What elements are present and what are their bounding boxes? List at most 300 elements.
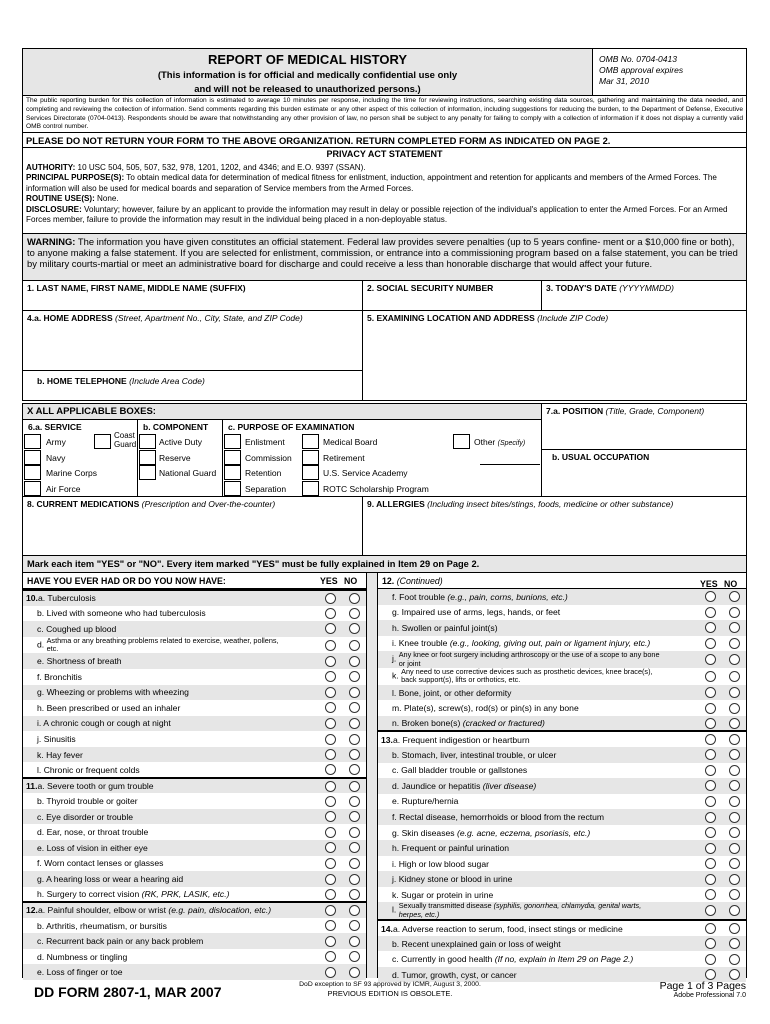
no-cell <box>346 824 366 840</box>
yes-radio[interactable] <box>705 622 716 633</box>
no-radio[interactable] <box>349 781 360 792</box>
no-cell <box>726 747 746 763</box>
no-cell <box>346 933 366 949</box>
question-text <box>378 685 702 701</box>
no-cell <box>726 589 746 605</box>
service-checkbox-0[interactable] <box>24 434 41 449</box>
question-label: Impaired use of arms, legs, hands, or feet <box>401 607 561 618</box>
return-notice: PLEASE DO NOT RETURN YOUR FORM TO THE ABOVE ORGANIZATION. RETURN COMPLETED FORM AS INDICATED ON PAGE 2. <box>22 132 747 148</box>
no-radio[interactable] <box>729 734 740 745</box>
question-letter: c. <box>37 623 44 634</box>
yes-radio[interactable] <box>705 954 716 965</box>
question-letter: e. <box>37 967 45 978</box>
column-divider <box>367 573 377 978</box>
no-radio[interactable] <box>729 718 740 729</box>
ssn-field[interactable]: 2. SOCIAL SECURITY NUMBER <box>362 280 542 311</box>
no-radio[interactable] <box>349 874 360 885</box>
question-row <box>23 840 366 856</box>
yes-radio[interactable] <box>325 858 336 869</box>
questions-right <box>377 572 747 978</box>
no-radio[interactable] <box>729 889 740 900</box>
question-letter: n. <box>392 718 400 729</box>
question-label: Ear, nose, or throat trouble <box>46 827 149 838</box>
question-row <box>23 621 366 637</box>
yes-radio[interactable] <box>705 780 716 791</box>
component-checkbox-2[interactable] <box>139 465 156 480</box>
question-wrap <box>46 936 203 946</box>
yes-radio[interactable] <box>705 827 716 838</box>
question-row <box>378 920 746 936</box>
no-radio[interactable] <box>349 811 360 822</box>
dod-exception: DoD exception to SF 93 approved by ICMR, August 3, 2000. <box>299 981 481 988</box>
no-cell <box>346 590 366 606</box>
yes-radio[interactable] <box>325 687 336 698</box>
examining-location-field[interactable] <box>362 310 747 401</box>
no-radio[interactable] <box>729 874 740 885</box>
position-hint: (Title, Grade, Component) <box>605 406 705 416</box>
routine-use <box>26 194 743 205</box>
position-field[interactable] <box>541 403 747 450</box>
no-radio[interactable] <box>349 905 360 916</box>
purpose2-checkbox-0[interactable] <box>302 434 319 449</box>
yes-radio[interactable] <box>325 811 336 822</box>
question-label: Any need to use corrective devices such as prosthetic devices, knee brace(s), back support(s), lifts or orthotics, etc. <box>401 668 653 685</box>
no-radio[interactable] <box>729 812 740 823</box>
no-radio[interactable] <box>349 796 360 807</box>
question-hint: (e.g. pain, dislocation, etc.) <box>168 905 272 916</box>
no-radio[interactable] <box>349 608 360 619</box>
phone-hint: (Include Area Code) <box>129 376 205 386</box>
yes-radio[interactable] <box>705 607 716 618</box>
allergies-field[interactable] <box>362 496 747 556</box>
yes-cell <box>322 621 346 637</box>
no-radio[interactable] <box>729 954 740 965</box>
service-checkbox-1[interactable] <box>24 450 41 465</box>
yes-radio[interactable] <box>325 827 336 838</box>
question-wrap <box>46 750 83 760</box>
question-letter: i. <box>37 718 42 729</box>
question-text <box>23 685 322 701</box>
yes-radio[interactable] <box>705 812 716 823</box>
question-letter: a. <box>37 593 46 604</box>
question-text <box>23 933 322 949</box>
question-label: A hearing loss or wear a hearing aid <box>46 873 184 884</box>
no-radio[interactable] <box>729 654 740 665</box>
service-checkbox-2[interactable] <box>24 465 41 480</box>
yes-radio[interactable] <box>705 671 716 682</box>
purpose1-checkbox-1[interactable] <box>224 450 241 465</box>
address-hint: (Street, Apartment No., City, State, and ZIP Code) <box>115 313 303 323</box>
authority <box>26 163 743 174</box>
coast-guard-label: Coast Guard <box>114 431 137 449</box>
yes-radio[interactable] <box>705 654 716 665</box>
questions-left <box>22 572 367 978</box>
yes-radio[interactable] <box>705 765 716 776</box>
no-radio[interactable] <box>729 827 740 838</box>
no-cell <box>726 636 746 652</box>
no-radio[interactable] <box>349 671 360 682</box>
question-letter: f. <box>392 591 397 602</box>
question-wrap <box>47 967 123 977</box>
yes-radio[interactable] <box>705 796 716 807</box>
omb-expiry: Mar 31, 2010 <box>599 76 650 86</box>
purpose1-checkbox-2[interactable] <box>224 465 241 480</box>
question-row <box>378 636 746 652</box>
question-wrap <box>46 624 116 634</box>
component-checkbox-1[interactable] <box>139 450 156 465</box>
no-cell <box>346 887 366 903</box>
question-label: Plate(s), screw(s), rod(s) or pin(s) in any bone <box>403 703 579 714</box>
form-header <box>22 48 593 96</box>
question-text <box>23 762 322 778</box>
no-radio[interactable] <box>349 702 360 713</box>
yes-radio[interactable] <box>325 920 336 931</box>
yes-cell <box>702 731 726 747</box>
no-radio[interactable] <box>349 827 360 838</box>
no-radio[interactable] <box>729 780 740 791</box>
yes-radio[interactable] <box>705 969 716 980</box>
yes-cell <box>702 700 726 716</box>
obsolete-notice: PREVIOUS EDITION IS OBSOLETE. <box>327 989 453 998</box>
no-radio[interactable] <box>349 734 360 745</box>
question-text <box>378 668 702 685</box>
purpose2-checkbox-2[interactable] <box>302 465 319 480</box>
question-row <box>23 793 366 809</box>
no-cell <box>726 871 746 887</box>
no-radio[interactable] <box>729 938 740 949</box>
no-radio[interactable] <box>729 622 740 633</box>
question-row <box>378 668 746 685</box>
footer-right <box>660 980 746 999</box>
no-radio[interactable] <box>729 749 740 760</box>
question-label: Coughed up blood <box>46 623 117 634</box>
no-cell <box>346 747 366 763</box>
yes-cell <box>702 920 726 936</box>
question-text <box>378 794 702 810</box>
question-wrap <box>46 921 167 931</box>
yes-header: YES <box>320 575 338 586</box>
yes-cell <box>702 902 726 920</box>
no-radio[interactable] <box>349 858 360 869</box>
question-wrap <box>47 952 128 962</box>
no-radio[interactable] <box>349 640 360 651</box>
coast-guard-checkbox[interactable] <box>94 434 111 449</box>
yes-radio[interactable] <box>325 905 336 916</box>
no-radio[interactable] <box>729 765 740 776</box>
question-hint: (syphilis, gonorrhea, chlamydia, genital warts, herpes, etc.) <box>398 902 642 919</box>
question-row <box>378 747 746 763</box>
no-radio[interactable] <box>729 671 740 682</box>
yes-radio[interactable] <box>325 623 336 634</box>
question-row <box>378 936 746 952</box>
yes-cell <box>322 902 346 918</box>
no-radio[interactable] <box>729 687 740 698</box>
question-row <box>23 590 366 606</box>
no-radio[interactable] <box>729 843 740 854</box>
question-letter: g. <box>392 607 400 618</box>
name-field[interactable]: 1. LAST NAME, FIRST NAME, MIDDLE NAME (SUFFIX) <box>22 280 363 311</box>
purpose2-checkbox-3[interactable] <box>302 481 319 496</box>
question-row <box>23 669 366 685</box>
yes-cell <box>322 637 346 654</box>
question-row <box>378 825 746 841</box>
home-telephone-field[interactable] <box>22 370 363 401</box>
component-label: b. COMPONENT <box>143 422 209 432</box>
yes-radio[interactable] <box>325 734 336 745</box>
question-label: Frequent indigestion or heartburn <box>402 734 530 745</box>
question-text <box>378 825 702 841</box>
question-text <box>23 809 322 825</box>
question-label: Loss of finger or toe <box>46 967 123 978</box>
question-wrap <box>47 843 148 853</box>
no-radio[interactable] <box>349 656 360 667</box>
no-radio[interactable] <box>729 607 740 618</box>
other-checkbox[interactable] <box>453 434 470 449</box>
yes-radio[interactable] <box>325 796 336 807</box>
question-row <box>23 964 366 980</box>
no-radio[interactable] <box>729 638 740 649</box>
right-header-continued: (Continued) <box>396 575 443 586</box>
no-radio[interactable] <box>729 591 740 602</box>
no-cell <box>346 606 366 622</box>
question-row <box>23 762 366 778</box>
yes-radio[interactable] <box>705 749 716 760</box>
purpose-text: To obtain medical data for determination of medical fitness for enlistment, induction, appointment and retention for applicants and members of the Armed Forces. The information will also be used for medical boards and separation of Service members from the Armed Forces. <box>26 173 717 193</box>
question-row <box>23 902 366 918</box>
no-radio[interactable] <box>349 951 360 962</box>
yes-radio[interactable] <box>325 749 336 760</box>
question-letter: h. <box>392 843 400 854</box>
no-radio[interactable] <box>349 687 360 698</box>
yes-radio[interactable] <box>705 718 716 729</box>
question-text <box>378 936 702 952</box>
question-label: Numbness or tingling <box>46 951 128 962</box>
yes-radio[interactable] <box>325 951 336 962</box>
question-label: Kidney stone or blood in urine <box>398 874 513 885</box>
question-text <box>23 637 322 654</box>
question-text <box>23 700 322 716</box>
no-radio[interactable] <box>729 969 740 980</box>
purpose2-checkbox-1[interactable] <box>302 450 319 465</box>
yes-radio[interactable] <box>325 640 336 651</box>
question-label: Rectal disease, hemorrhoids or blood from the rectum <box>399 811 605 822</box>
no-cell <box>346 700 366 716</box>
question-wrap <box>401 970 516 980</box>
yes-radio[interactable] <box>705 889 716 900</box>
question-wrap <box>47 593 95 603</box>
meds-hint: (Prescription and Over-the-counter) <box>141 499 276 509</box>
yes-radio[interactable] <box>325 889 336 900</box>
yes-radio[interactable] <box>325 656 336 667</box>
question-text <box>378 887 702 903</box>
yes-radio[interactable] <box>705 843 716 854</box>
other-text: Other <box>474 437 498 447</box>
question-letter: l. <box>392 687 397 698</box>
question-row <box>23 747 366 763</box>
service-divider <box>137 419 138 497</box>
no-radio[interactable] <box>729 796 740 807</box>
omb-number: OMB No. 0704-0413 <box>599 54 677 64</box>
question-wrap <box>44 734 76 744</box>
no-cell <box>726 809 746 825</box>
no-radio[interactable] <box>349 967 360 978</box>
no-radio[interactable] <box>349 764 360 775</box>
yes-radio[interactable] <box>705 874 716 885</box>
question-number: 14. <box>381 923 393 934</box>
question-wrap <box>399 638 651 648</box>
phone-label: b. HOME TELEPHONE <box>37 376 130 386</box>
software-note: Adobe Professional 7.0 <box>673 992 746 999</box>
no-radio[interactable] <box>349 623 360 634</box>
no-radio[interactable] <box>729 923 740 934</box>
question-letter: d. <box>37 827 45 838</box>
left-questions-header: HAVE YOU EVER HAD OR DO YOU NOW HAVE: <box>27 575 226 586</box>
yes-radio[interactable] <box>705 687 716 698</box>
yes-cell <box>702 651 726 668</box>
yes-radio[interactable] <box>325 608 336 619</box>
question-letter: h. <box>37 702 45 713</box>
component-divider <box>222 419 223 497</box>
yes-radio[interactable] <box>705 591 716 602</box>
no-cell <box>726 668 746 685</box>
yes-radio[interactable] <box>325 874 336 885</box>
no-cell <box>726 856 746 872</box>
other-specify-line[interactable] <box>480 464 540 465</box>
question-row <box>23 731 366 747</box>
no-radio[interactable] <box>349 718 360 729</box>
question-label: Recent unexplained gain or loss of weight <box>401 938 561 949</box>
question-label: Severe tooth or gum trouble <box>47 781 154 792</box>
no-radio[interactable] <box>729 905 740 916</box>
question-letter: f. <box>37 671 42 682</box>
medications-field[interactable] <box>22 496 363 556</box>
yes-radio[interactable] <box>325 671 336 682</box>
question-wrap <box>44 765 140 775</box>
question-label: Sexually transmitted disease <box>398 902 494 911</box>
question-letter: e. <box>37 656 45 667</box>
yes-cell <box>702 605 726 621</box>
question-hint: (e.g. acne, eczema, psoriasis, etc.) <box>456 827 591 838</box>
yes-radio[interactable] <box>705 703 716 714</box>
question-text <box>23 871 322 887</box>
yes-radio[interactable] <box>325 702 336 713</box>
question-row <box>23 918 366 934</box>
question-text <box>378 589 702 605</box>
question-label: Any knee or foot surgery including arthroscopy or the use of a scope to any bone or joint <box>398 651 660 668</box>
yes-radio[interactable] <box>325 967 336 978</box>
allergies-hint: (Including insect bites/stings, foods, medicine or other substance) <box>427 499 674 509</box>
question-label: Sinusitis <box>43 733 76 744</box>
yes-radio[interactable] <box>325 764 336 775</box>
question-text <box>378 605 702 621</box>
disclosure <box>26 205 743 226</box>
question-hint: (e.g., looking, giving out, pain or ligament injury, etc.) <box>449 638 651 649</box>
question-row <box>378 605 746 621</box>
purpose2-option-label: ROTC Scholarship Program <box>323 483 429 494</box>
yes-cell <box>702 778 726 794</box>
question-text <box>378 731 702 747</box>
question-number: 13. <box>381 734 393 745</box>
yes-radio[interactable] <box>705 923 716 934</box>
question-text <box>23 793 322 809</box>
yes-radio[interactable] <box>325 593 336 604</box>
no-cell <box>726 825 746 841</box>
purpose1-option-label: Retention <box>245 468 282 478</box>
question-label: Lived with someone who had tuberculosis <box>46 608 206 619</box>
question-hint: (e.g., pain, corns, bunions, etc.) <box>447 591 568 602</box>
no-radio[interactable] <box>349 889 360 900</box>
question-text <box>23 840 322 856</box>
no-radio[interactable] <box>349 920 360 931</box>
no-cell <box>726 840 746 856</box>
question-letter: b. <box>37 796 45 807</box>
question-wrap <box>401 954 633 964</box>
question-wrap <box>404 703 579 713</box>
todays-date-field[interactable] <box>541 280 747 311</box>
yes-radio[interactable] <box>325 842 336 853</box>
purpose1-checkbox-0[interactable] <box>224 434 241 449</box>
question-letter: c. <box>392 765 399 776</box>
no-radio[interactable] <box>349 593 360 604</box>
no-cell <box>346 653 366 669</box>
question-row <box>378 620 746 636</box>
right-questions-header <box>382 576 700 586</box>
question-label: Currently in good health <box>401 954 495 965</box>
question-letter: h. <box>392 622 400 633</box>
no-cell <box>346 856 366 872</box>
routine-label: ROUTINE USE(S): <box>26 194 95 203</box>
question-wrap <box>403 735 530 745</box>
warning-label: WARNING: <box>27 236 76 247</box>
yes-radio[interactable] <box>705 734 716 745</box>
no-radio[interactable] <box>349 936 360 947</box>
question-row <box>23 933 366 949</box>
question-wrap <box>44 672 82 682</box>
question-label: Tuberculosis <box>47 593 96 604</box>
home-address-field[interactable] <box>22 310 363 371</box>
yes-radio[interactable] <box>705 638 716 649</box>
question-row <box>23 685 366 701</box>
yes-radio[interactable] <box>705 905 716 916</box>
no-radio[interactable] <box>729 858 740 869</box>
warning-box <box>22 233 747 281</box>
yes-cell <box>702 636 726 652</box>
component-checkbox-0[interactable] <box>139 434 156 449</box>
no-radio[interactable] <box>729 703 740 714</box>
service-label: 6.a. SERVICE <box>28 422 82 432</box>
yes-radio[interactable] <box>705 938 716 949</box>
question-text <box>378 902 702 920</box>
question-letter: i. <box>392 638 397 649</box>
burden-statement: The public reporting burden for this collection of information is estimated to average 10 minutes per response, including the time for reviewing instructions, searching existing data sources, gathering and maintaining the data needed, and completing and reviewing the collection of information. Send comments regarding this burden estimate or any other aspect of this collection of information, including suggestions for reducing the burden, to the Department of Defense, Executive Services Directorate (0704-0413). Respondents should be aware that notwithstanding any other provision of law, no person shall be subject to any penalty for failing to comply with a collection of information if it does not display a currently valid OMB control number. <box>22 95 747 133</box>
yes-radio[interactable] <box>325 781 336 792</box>
question-label: Broken bone(s) <box>401 718 463 729</box>
yes-radio[interactable] <box>325 718 336 729</box>
no-radio[interactable] <box>349 842 360 853</box>
no-radio[interactable] <box>349 749 360 760</box>
purpose1-checkbox-3[interactable] <box>224 481 241 496</box>
question-wrap <box>46 812 133 822</box>
question-letter: j. <box>37 733 42 744</box>
occupation-field[interactable]: b. USUAL OCCUPATION <box>541 449 747 497</box>
exam-loc-label: 5. EXAMINING LOCATION AND ADDRESS <box>367 313 538 323</box>
no-cell <box>346 918 366 934</box>
question-row <box>378 731 746 747</box>
yes-radio[interactable] <box>325 936 336 947</box>
question-wrap <box>399 859 489 869</box>
yes-radio[interactable] <box>705 858 716 869</box>
service-checkbox-3[interactable] <box>24 481 41 496</box>
